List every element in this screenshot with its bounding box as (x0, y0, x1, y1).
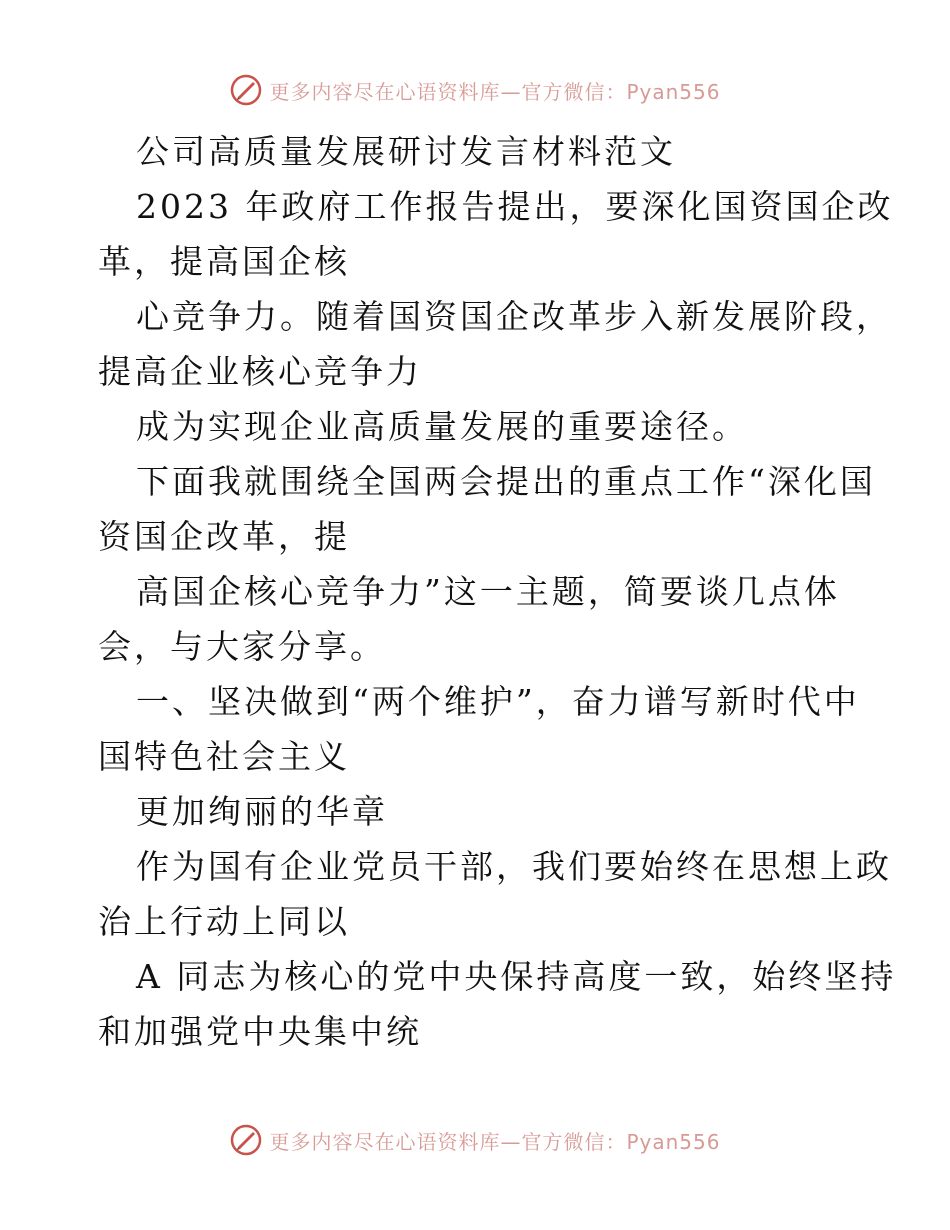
watermark-banner-bottom (0, 1120, 950, 1160)
text-line: 革，提高国企核 (98, 242, 350, 281)
text-line: 公司高质量发展研讨发言材料范文 (136, 132, 676, 171)
text-line: 下面我就围绕全国两会提出的重点工作“深化国 (136, 462, 876, 501)
text-line: 和加强党中央集中统 (98, 1012, 422, 1051)
text-line: 2023 年政府工作报告提出，要深化国资国企改 (136, 187, 894, 226)
text-line: 会，与大家分享。 (98, 627, 386, 666)
text-line: 治上行动上同以 (98, 902, 350, 941)
document-body (98, 124, 897, 1059)
watermark-banner-top (0, 70, 950, 110)
text-line: A 同志为核心的党中央保持高度一致，始终坚持 (136, 957, 897, 996)
text-line: 心竞争力。随着国资国企改革步入新发展阶段， (136, 297, 892, 336)
text-line: 高国企核心竞争力”这一主题，简要谈几点体 (136, 572, 840, 611)
text-line: 成为实现企业高质量发展的重要途径。 (136, 407, 748, 446)
text-line: 作为国有企业党员干部，我们要始终在思想上政 (136, 847, 892, 886)
quill-pen-logo-icon (229, 73, 263, 107)
watermark-text: 更多内容尽在心语资料库—官方微信：Pyan556 (269, 1129, 721, 1154)
text-line: 一、坚决做到“两个维护”，奋力谱写新时代中 (136, 682, 860, 721)
watermark-text: 更多内容尽在心语资料库—官方微信：Pyan556 (269, 79, 721, 104)
text-line: 提高企业核心竞争力 (98, 352, 422, 391)
text-line: 国特色社会主义 (98, 737, 350, 776)
quill-pen-logo-icon (229, 1123, 263, 1157)
text-line: 更加绚丽的华章 (136, 792, 388, 831)
text-line: 资国企改革，提 (98, 517, 350, 556)
